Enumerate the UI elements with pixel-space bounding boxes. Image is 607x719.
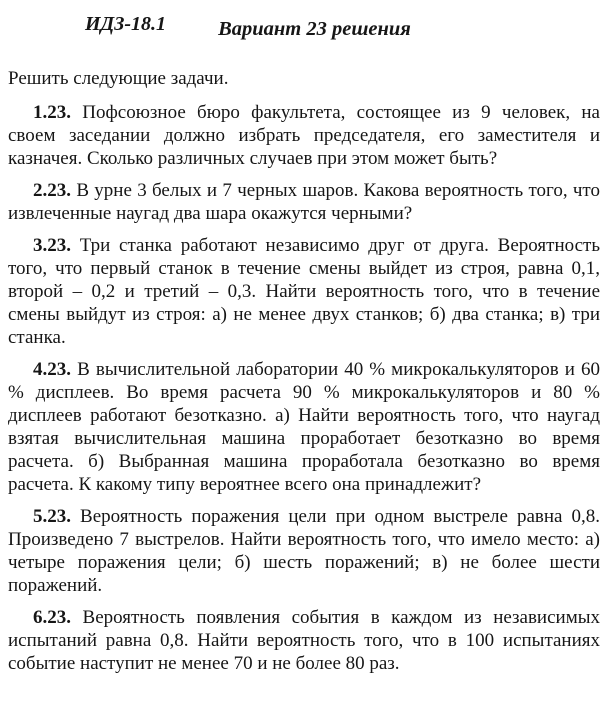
problem-3-23: [8, 234, 600, 349]
problem-number: 2.23.: [33, 180, 71, 201]
problem-6-23: [8, 606, 600, 675]
problem-4-23: [8, 358, 600, 496]
problem-number: 1.23.: [33, 102, 71, 123]
problem-5-23: [8, 505, 600, 597]
intro-text: Решить следующие задачи.: [8, 68, 229, 89]
problem-text: Вероятность поражения цели при одном выстреле равна 0,8. Произведено 7 выстрелов. Найти вероятность того, что имело место: а) четыре поражения цели; б) шесть поражений; в) не более шести поражений.: [8, 506, 600, 596]
problem-number: 5.23.: [33, 506, 71, 527]
problem-number: 6.23.: [33, 607, 71, 628]
problem-number: 3.23.: [33, 235, 71, 256]
problem-1-23: [8, 101, 600, 170]
doc-id: ИДЗ-18.1: [85, 13, 167, 35]
problem-number: 4.23.: [33, 359, 71, 380]
problem-text: В урне 3 белых и 7 черных шаров. Какова вероятность того, что извлеченные наугад два шара окажутся черными?: [8, 180, 600, 224]
problem-text: Три станка работают независимо друг от друга. Вероятность того, что первый станок в течение смены выйдет из строя, равна 0,1, второй – 0,2 и третий – 0,3. Найти вероятность того, что в течение смены выйдут из строя: а) не менее двух станков; б) два станка; в) три станка.: [8, 235, 600, 348]
problem-2-23: [8, 179, 600, 225]
problem-text: В вычислительной лаборатории 40 % микрокалькуляторов и 60 % дисплеев. Во время расчета 90 % микрокалькуляторов и 80 % дисплеев работают безотказно. а) Найти вероятность того, что наугад взятая вычислительная машина проработает безотказно во время расчета. б) Выбранная машина проработала безотказно во время расчета. К какому типу вероятнее всего она принадлежит?: [8, 359, 601, 495]
problem-text: Пофсоюзное бюро факультета, состоящее из 9 человек, на своем заседании должно избрать председателя, его заместителя и казначея. Сколько различных случаев при этом может быть?: [8, 102, 600, 169]
variant-title: Вариант 23 решения: [218, 18, 411, 40]
page-header: [85, 12, 600, 42]
problem-text: Вероятность появления события в каждом из независимых испытаний равна 0,8. Найти вероятность того, что в 100 испытаниях событие наступит не менее 70 и не более 80 раз.: [8, 607, 600, 674]
